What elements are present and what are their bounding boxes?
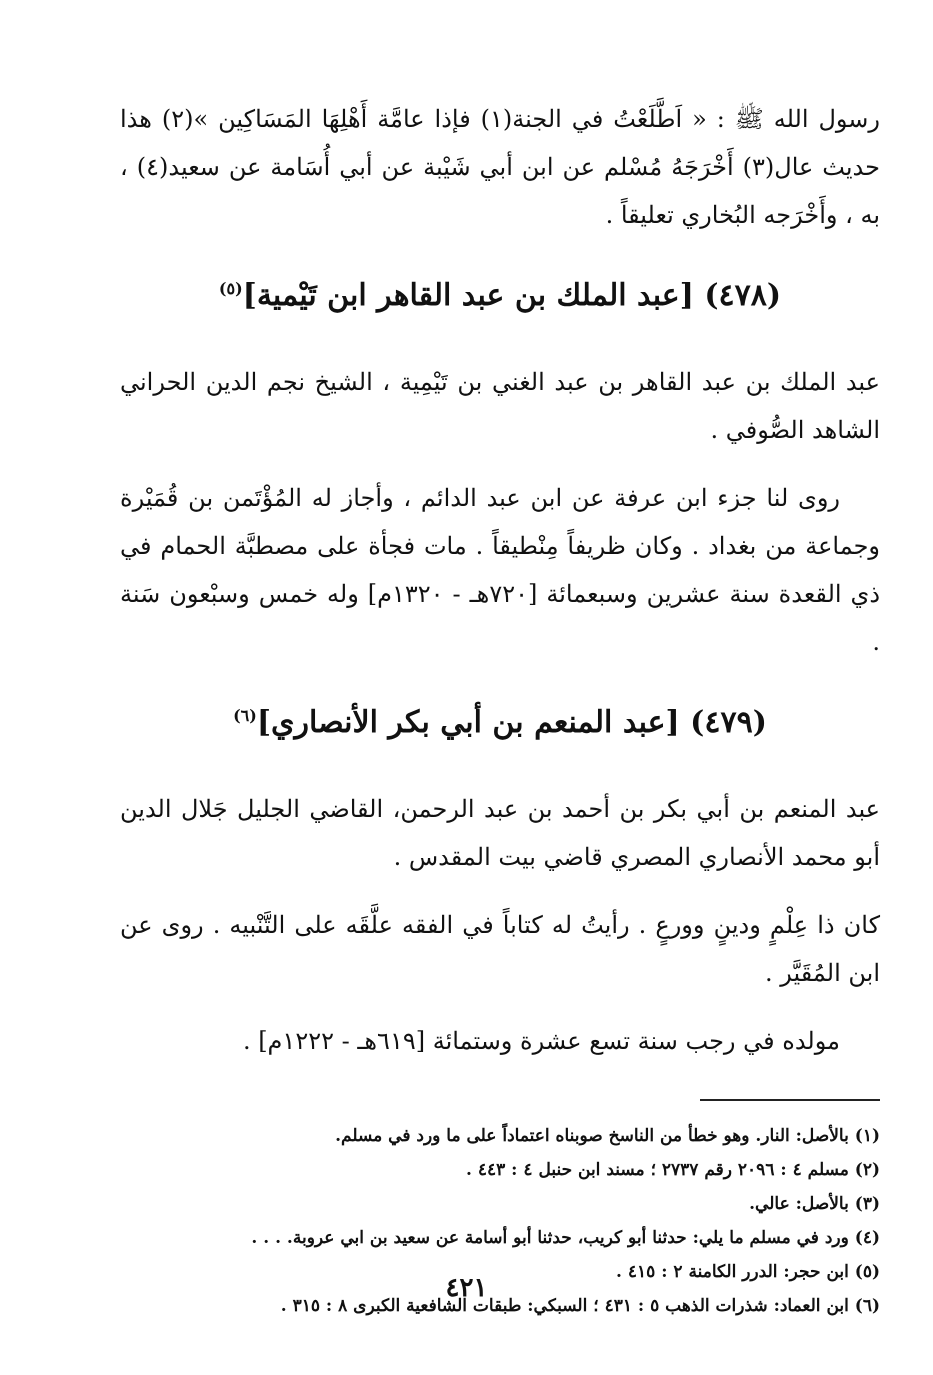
footnote-ref: (٦) bbox=[233, 706, 257, 725]
entry-paragraph: عبد الملك بن عبد القاهر بن عبد الغني بن تَيْمِية ، الشيخ نجم الدين الحراني الشاهد الصُّوفي . bbox=[120, 368, 880, 444]
page-number: ٤٢١ bbox=[445, 1273, 488, 1303]
footnote: (٤) ورد في مسلم ما يلي: حدثنا أبو كريب، حدثنا أبو أسامة عن سعيد بن ابي عروبة. . . . bbox=[251, 1228, 880, 1248]
footnote: (١) بالأصل: النار. وهو خطأ من الناسخ صوبناه اعتماداً على ما ورد في مسلم. bbox=[335, 1126, 880, 1146]
footnote: (٣) بالأصل: عالي. bbox=[749, 1194, 880, 1214]
entry-heading bbox=[120, 267, 880, 318]
entry-heading-text: (٤٧٨) [عبد الملك بن عبد القاهر ابن تَيْمية] bbox=[242, 278, 782, 313]
footnote-ref: (٥) bbox=[218, 279, 243, 298]
footnote: (٢) مسلم ٤ : ٢٠٩٦ رقم ٢٧٣٧ ؛ مسند ابن حنبل ٤ : ٤٤٣ . bbox=[466, 1160, 880, 1180]
book-page bbox=[120, 95, 880, 1355]
intro-paragraph: رسول الله ﷺ : « اَطَّلَعْتُ في الجنة(١) فإذا عامَّة أَهْلِهَا المَسَاكِين »(٢) هذا حديث عال(٣) أَخْرَجَهُ مُسْلم عن ابن أبي شَيْبة عن أبي أُسَامة عن سعيد(٤) ، به ، وأَخْرَجه البُخاري تعليقاً . bbox=[120, 105, 880, 229]
entry-478 bbox=[120, 267, 880, 666]
footnote-divider bbox=[700, 1099, 880, 1101]
entry-paragraph: مولده في رجب سنة تسع عشرة وستمائة [٦١٩هـ - ١٢٢٢م] . bbox=[242, 1027, 840, 1055]
entry-paragraph: عبد المنعم بن أبي بكر بن أحمد بن عبد الرحمن، القاضي الجليل جَلال الدين أبو محمد الأنصاري المصري قاضي بيت المقدس . bbox=[120, 795, 881, 871]
entry-paragraph: روى لنا جزء ابن عرفة عن ابن عبد الدائم ، وأجاز له المُؤْتَمن بن قُمَيْرة وجماعة من بغداد . وكان ظريفاً مِنْطيقاً . مات فجأة على مصطبَّة الحمام في ذي القعدة سنة عشرين وسبعمائة [٧٢٠هـ - ١٣٢٠م] وله خمس وسبْعون سَنة . bbox=[120, 484, 881, 656]
footnote: (٥) ابن حجر: الدرر الكامنة ٢ : ٤١٥ . bbox=[616, 1262, 880, 1282]
entry-heading-text: (٤٧٩) [عبد المنعم بن أبي بكر الأنصاري] bbox=[256, 705, 767, 740]
entry-heading bbox=[120, 694, 880, 745]
footnote: (٦) ابن العماد: شذرات الذهب ٥ : ٤٣١ ؛ السبكي: طبقات الشافعية الكبرى ٨ : ٣١٥ . bbox=[280, 1296, 880, 1316]
entry-479 bbox=[120, 694, 880, 1065]
entry-paragraph: كان ذا عِلْمٍ ودينٍ وورعٍ . رأيتُ له كتاباً في الفقه علَّقَه على التَّنْبيه . روى عن ابن المُقَيَّر . bbox=[120, 911, 880, 987]
